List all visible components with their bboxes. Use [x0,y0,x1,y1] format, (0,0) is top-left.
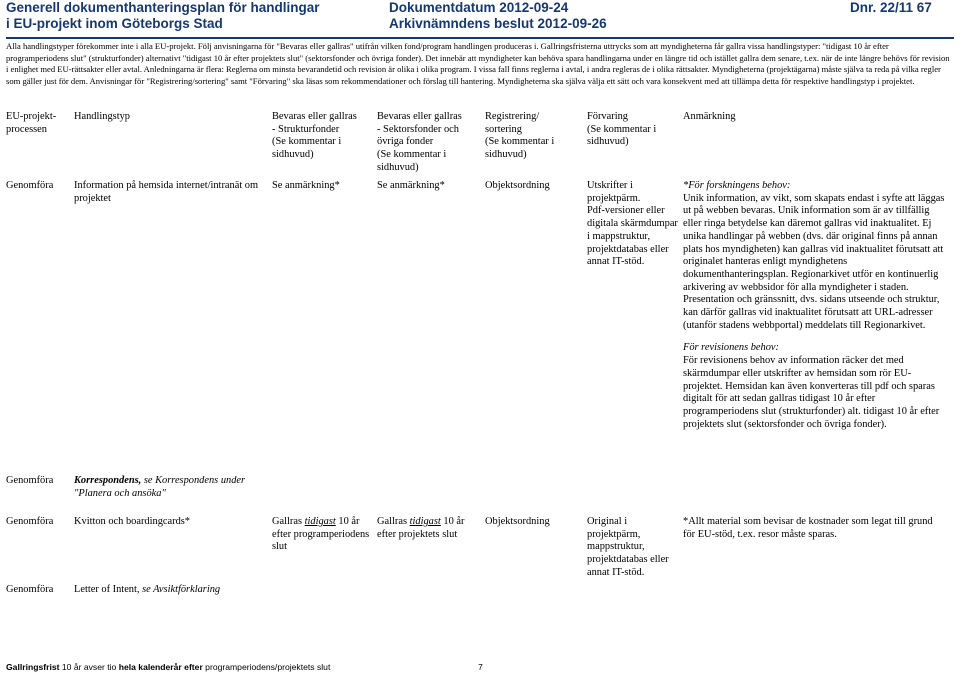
col-header-structural-funds: Bevaras eller gallras - Strukturfonder (Se kommentar i sidhuvud) [272,111,357,161]
row1-remarks: *För forskningens behov: Unik information, av vikt, som skapats endast i syfte att läggas ut på webben bevaras. Unik information som är av tillfällig eller ringa betydelse kan däremot gallras vid inaktualitet. Ej unika handlingar på webben (dvs. där original finns på annan plats hos myndigheten) kan gallras vid inaktualitet förutsatt att originalet hanteras enligt myndighetens dokumenthanteringsplan. Regionarkivet utför en kontinuerlig arkivering av webbsidor för alla myndigheter i staden. Presentation och gränssnitt, dvs. sidans utseende och struktur, kan därför gallras vid inaktualitet förutsatt att URL-adresser (utanför stadens webbportal) meddelats till Regionarkivet. För revisionens behov: För revisionens behov av information räcker det med skärmdumpar eller utskrifter av hemsidan som rör EU- projektet. Hemsidan kan även konverteras till pdf och sparas digitalt för att sedan gallras tidigast 10 år efter programperiodens slut (strukturfonder) alt. tidigast 10 år efter projektets slut (sektorsfonder och övriga fonder). [683,180,945,430]
dnr-number: Dnr. 22/11 67 [850,0,932,15]
row3-structural: Gallras tidigast 10 år efter programperiodens slut [272,516,370,553]
footer-note: Gallringsfrist 10 år avser tio hela kalenderår efter programperiodens/projektets slut [6,662,331,672]
intro-text [6,41,952,87]
row3-type: Kvitton och boardingcards* [74,516,191,527]
row1-sector: Se anmärkning* [377,180,445,191]
document-date: Dokumentdatum 2012-09-24 [389,0,569,15]
row3-process: Genomföra [6,516,54,527]
col-header-sector-funds: Bevaras eller gallras - Sektorsfonder och övriga fonder (Se kommentar i sidhuvud) [377,111,462,173]
col-header-type: Handlingstyp [74,111,130,122]
col-header-process: EU-projekt- processen [6,111,57,135]
col-header-registration: Registrering/ sortering (Se kommentar i sidhuvud) [485,111,555,161]
page-number: 7 [478,662,483,672]
intro-paragraph: Alla handlingstyper förekommer inte i alla EU-projekt. Följ anvisningarna för "Bevaras eller gallras" utifrån vilken fond/program handlingen produceras i. Gallringsfristerna uttrycks som att myndigheterna får gallra vissa handlingstyper: "tidigast 10 år efter programperiodens slut" (strukturfonder) alternativt "tidigast 10 år efter projektets slut" (sektorsfonder och övriga fonder). Det innebär att myndigheter kan behöva spara handlingarna under en längre tid och istället gallra dem senare, t.ex. när de inte längre behövs för revision i enlighet med EU-rättsakter eller avtal. Anledningarna är flera: Reglerna om minsta bevarandetid och revision är olika i olika program. I vissa fall finns reglerna i avtal, i andra regleras de i olika rättsakter. Myndigheterna (projektägarna) måste själva ta reda på vilka regler som gäller just för dem. Anvisningar för "Registrering/sortering" samt "Förvaring" ska läsas som rekommendationer och förslag till hantering. Myndigheterna ska själva välja ett sätt och vara konsekvent med att tillämpa detta för respektive handlingstyp i projektet. [6,41,950,86]
row3-remarks: *Allt material som bevisar de kostnader som legat till grund för EU-stöd, t.ex. resor måste sparas. [683,516,933,540]
row1-storage: Utskrifter i projektpärm. Pdf-versioner eller digitala skärmdumpar i mappstruktur, projektdatabas eller annat IT-stöd. [587,180,678,268]
doc-title: Generell dokumenthanteringsplan för handlingar [6,0,320,15]
row3-registration: Objektsordning [485,516,550,527]
row3-sector: Gallras tidigast 10 år efter projektets slut [377,516,465,540]
row1-process: Genomföra [6,180,54,191]
doc-subtitle: i EU-projekt inom Göteborgs Stad [6,16,223,31]
row1-type: Information på hemsida internet/intranät om projektet [74,180,259,204]
row2-process: Genomföra [6,475,54,486]
col-header-storage: Förvaring (Se kommentar i sidhuvud) [587,111,657,148]
header-rule [6,37,954,39]
col-header-remarks: Anmärkning [683,111,736,122]
row2-type: Korrespondens, se Korrespondens under "Planera och ansöka" [74,475,246,499]
row1-registration: Objektsordning [485,180,550,191]
decision-date: Arkivnämndens beslut 2012-09-26 [389,16,607,31]
row4-process: Genomföra [6,584,54,595]
row3-storage: Original i projektpärm, mappstruktur, projektdatabas eller annat IT-stöd. [587,516,669,578]
row4-type: Letter of Intent, se Avsiktförklaring [74,584,221,595]
row1-structural: Se anmärkning* [272,180,340,191]
